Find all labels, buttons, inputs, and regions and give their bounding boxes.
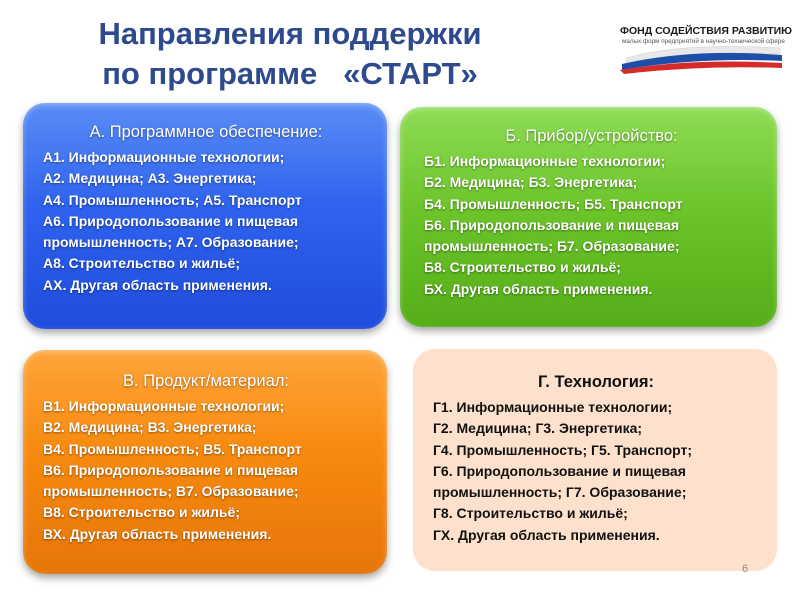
box-line: А1. Информационные технологии; (43, 149, 285, 165)
fund-logo (612, 24, 792, 74)
box-line: Г1. Информационные технологии; (433, 399, 673, 415)
box-line: В6. Природопользование и пищевая (43, 461, 299, 478)
page-number: 6 (742, 563, 749, 575)
title-line-1: Направления поддержки (98, 16, 482, 51)
direction-box-b (400, 107, 777, 327)
direction-box-a (23, 103, 387, 329)
box-line: БХ. Другая область применения. (424, 280, 653, 297)
box-line: промышленность; А7. Образование; (43, 234, 299, 251)
box-line: Б4. Промышленность; Б5. Транспорт (424, 195, 683, 212)
box-line: ГХ. Другая область применения. (433, 526, 660, 543)
box-line: Б1. Информационные технологии; (424, 153, 666, 169)
box-line: промышленность; Б7. Образование; (424, 238, 680, 255)
box-heading: Б. Прибор/устройство: (505, 127, 678, 145)
box-line: Г8. Строительство и жильё; (433, 505, 628, 522)
box-line: А8. Строительство и жильё; (43, 255, 240, 272)
logo-subtitle: малых форм предприятий в научно-технической сфере (622, 38, 785, 45)
box-line: промышленность; Г7. Образование; (433, 484, 687, 501)
box-line: АХ. Другая область применения. (43, 276, 272, 293)
box-line: В2. Медицина; В3. Энергетика; (43, 419, 257, 436)
title-line-2: по программе «СТАРТ» (102, 56, 478, 91)
box-line: Б8. Строительство и жильё; (424, 259, 621, 276)
box-line: В4. Промышленность; В5. Транспорт (43, 440, 302, 457)
box-heading: В. Продукт/материал: (123, 372, 289, 390)
direction-box-v (23, 350, 387, 574)
direction-box-g (413, 349, 777, 571)
logo-name: ФОНД СОДЕЙСТВИЯ РАЗВИТИЮ (620, 25, 792, 37)
box-line: Б2. Медицина; Б3. Энергетика; (424, 174, 638, 191)
box-line: Г2. Медицина; Г3. Энергетика; (433, 420, 643, 437)
box-line: А2. Медицина; А3. Энергетика; (43, 170, 257, 187)
box-line: Г4. Промышленность; Г5. Транспорт; (433, 441, 693, 458)
box-line: Б6. Природопользование и пищевая (424, 216, 680, 233)
box-line: В1. Информационные технологии; (43, 398, 285, 414)
box-line: ВХ. Другая область применения. (43, 525, 272, 542)
box-line: А4. Промышленность; А5. Транспорт (43, 191, 302, 208)
box-line: В8. Строительство и жильё; (43, 504, 240, 521)
box-line: А6. Природопользование и пищевая (43, 212, 299, 229)
box-line: промышленность; В7. Образование; (43, 483, 299, 500)
box-heading: Г. Технология: (538, 373, 654, 391)
page-title (40, 14, 540, 94)
box-heading: А. Программное обеспечение: (89, 123, 323, 141)
box-line: Г6. Природопользование и пищевая (433, 462, 686, 479)
